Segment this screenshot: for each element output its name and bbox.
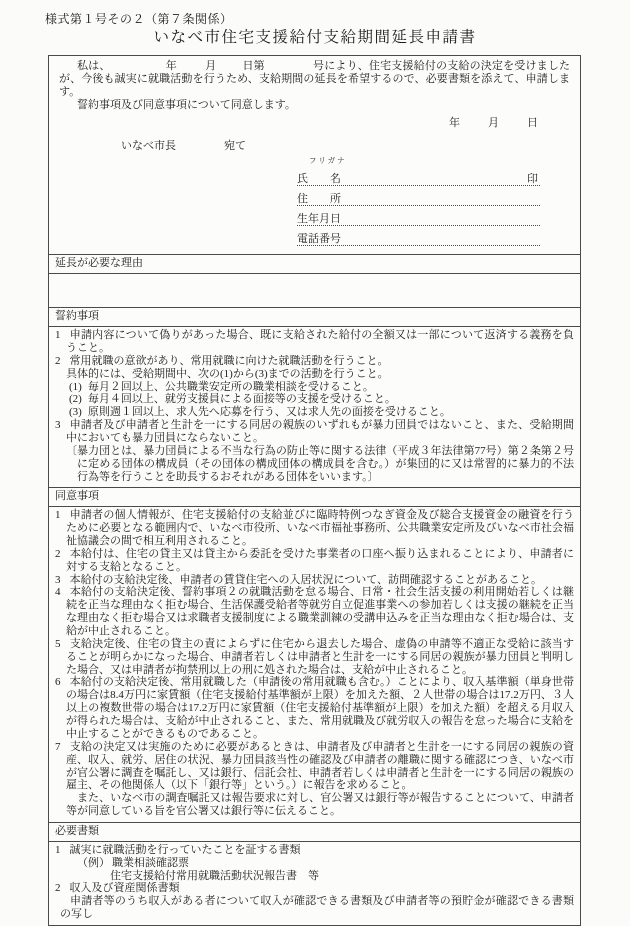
declaration-body: 号により、住宅支援給付の支給の決定を受けましたが、今後も誠実に就職活動を行うため、支給期間の延長を希望するので、必要書類を添えて、申請します。	[59, 60, 571, 98]
year-label: 年	[165, 60, 177, 72]
consent-item	[55, 586, 574, 637]
seal-label: 印	[527, 172, 538, 185]
item-number: 7	[55, 740, 61, 753]
item-number: 1	[55, 329, 61, 342]
subitem-number: (2)	[69, 393, 82, 406]
pledge-subitem	[55, 381, 574, 394]
phone-field-label: 電話番号	[297, 232, 341, 245]
reason-section-header: 延長が必要な理由	[49, 254, 580, 273]
form-sheet	[48, 55, 581, 926]
documents-section-header: 必要書類	[49, 822, 580, 841]
addressee-line	[59, 140, 570, 153]
subitem-number: (1)	[69, 380, 82, 393]
date-month-label: 月	[488, 117, 499, 130]
pledge-item	[55, 419, 574, 445]
item-text: 申請内容について偽りがあった場合、既に支給された給付の全額又は一部について返済する義務を負うこと。	[66, 329, 574, 354]
consent-section-header: 同意事項	[49, 487, 580, 506]
document-item	[55, 882, 574, 895]
item-text: 支給決定後、住宅の貸主の責によらずに住宅から退去した場合、虚偽の申請等不適正な受給に該当することが明らかになった場合、申請者若しくは申請者と生計を一にする同居の親族が暴力団員と判明した場合、又は申請者が拘禁刑以上の刑に処された場合は、支給が中止されること。	[66, 637, 574, 676]
pledge-item	[55, 355, 574, 368]
item-number: 3	[55, 573, 61, 586]
item-text: 申請者及び申請者と生計を一にする同居の親族のいずれもが暴力団員ではないこと、また、受給期間中においても暴力団員にならないこと。	[66, 419, 574, 445]
birthdate-field-label: 生年月日	[297, 212, 341, 225]
furigana-label: フリガナ	[309, 156, 347, 166]
month-label: 月	[204, 60, 217, 72]
month-blank-field[interactable]	[177, 68, 205, 69]
day-label: 日第	[242, 60, 265, 72]
declaration-paragraph	[59, 60, 570, 99]
form-number-label: 様式第１号その２（第７条関係）	[45, 12, 233, 26]
item-number: 4	[55, 586, 61, 599]
item-text: 申請者の個人情報が、住宅支援給付の支給並びに臨時特例つなぎ資金及び総合支援資金の融資を行うために必要となる範囲内で、いなべ市役所、いなべ市福祉事務所、公共職業安定所及びいなべ市社会福祉協議会の間で相互利用されること。	[66, 509, 574, 548]
consent-items	[49, 506, 580, 822]
subitem-number: (3)	[69, 406, 82, 419]
pledge-subitem	[55, 406, 574, 419]
documents-items	[49, 841, 580, 925]
item-text: 常用就職の意欲があり、常用就職に向けた就職活動を行うこと。	[69, 354, 389, 367]
birthdate-field-row	[297, 207, 540, 227]
pledge-section-header: 誓約事項	[49, 307, 580, 326]
consent-item	[55, 676, 574, 740]
consent-item	[55, 574, 574, 587]
application-date-line	[59, 117, 570, 130]
date-month-blank[interactable]	[499, 125, 527, 126]
document-item	[55, 844, 574, 857]
example-text: 職業相談確認票	[112, 856, 189, 869]
pledge-item-note: 〔暴力団とは、暴力団員による不当な行為の防止等に関する法律（平成３年法律第77号）第２条第２号に定める団体の構成員（その団体の構成団体の構成員を含む。）が集団的に又は常習的に暴力的不法行為等を行うことを助長するおそれがある団体をいいます。〕	[66, 444, 574, 483]
item-text: 本給付の支給決定後、申請者の賃貸住宅への入居状況について、訪問確認することがあること。	[69, 573, 543, 586]
consent-item	[55, 638, 574, 677]
pledge-item-subtext: 具体的には、受給期間中、次の(1)から(3)までの活動を行うこと。	[66, 367, 389, 380]
date-year-blank[interactable]	[460, 125, 488, 126]
pledge-items	[49, 326, 580, 487]
consent-item	[55, 741, 574, 792]
item-text: 本給付の支給決定後、誓約事項２の就職活動を怠る場合、日常・社会生活支援の利用開始若しくは継続を正当な理由なく拒む場合、生活保護受給者等就労自立促進事業への参加若しくは支援の継続を正当な理由なく拒む場合又は求職者支援制度による職業訓練の受講申込みを正当な理由なく拒む場合は、支給が中止されること。	[66, 586, 574, 638]
agreement-sentence: 誓約事項及び同意事項について同意します。	[77, 98, 296, 111]
declaration-opening: 私は、	[77, 60, 111, 72]
example-label: （例）	[77, 856, 110, 869]
date-day-label: 日	[527, 117, 538, 130]
consent-item	[55, 509, 574, 548]
addressee-name: いなべ市長	[121, 140, 176, 153]
subitem-text: 原則週１回以上、求人先へ応募を行う、又は求人先の面接を受けること。	[87, 406, 451, 419]
item-text: 本給付の支給決定後、常用就職した（申請後の常用就職も含む。）ことにより、収入基準額（単身世帯の場合は8.4万円に家賃額（住宅支援給付基準額が上限）を加えた額、２人世帯の場合は17.2万円、３人以上の複数世帯の場合は17.2万円に家賃額（住宅支援給付基準額が上限）を加えた額）を超える月収入が得られた場合は、支給が中止されること、また、常用就職及び就労収入の報告を怠った場合に支給を中止することができるものであること。	[66, 676, 574, 740]
document-example-line	[55, 857, 574, 870]
address-field-row	[297, 187, 540, 207]
item-text: 誠実に就職活動を行っていたことを証する書類	[69, 843, 301, 856]
item-number: 3	[55, 419, 61, 432]
declaration-section	[49, 56, 580, 254]
item-number: 1	[55, 843, 61, 856]
item-number: 1	[55, 509, 61, 522]
decision-number-blank-field[interactable]	[265, 68, 313, 69]
day-blank-field[interactable]	[216, 68, 242, 69]
name-field-row	[297, 167, 540, 187]
item-number: 6	[55, 676, 61, 689]
document-item-detail: 申請者等のうち収入がある者について収入が確認できる書類及び申請者等の預貯金が確認できる書類の写し	[60, 895, 574, 921]
date-year-label: 年	[449, 117, 460, 130]
item-number: 5	[55, 637, 61, 650]
pledge-item	[55, 329, 574, 355]
item-number: 2	[55, 354, 61, 367]
pledge-subitem	[55, 393, 574, 406]
name-field-label: 氏 名	[297, 172, 341, 185]
addressee-suffix: 宛て	[224, 140, 246, 153]
page-title: いなべ市住宅支援給付支給期間延長申請書	[153, 29, 477, 46]
address-field-label: 住 所	[297, 192, 341, 205]
year-blank-field[interactable]	[111, 68, 166, 69]
item-number: 2	[55, 882, 61, 895]
consent-item-extra: また、いなべ市の調査嘱託又は報告要求に対し、官公署又は銀行等が報告することについて、申請者等が同意している旨を官公署又は銀行等に伝えること。	[66, 792, 574, 818]
document-example-line: 住宅支援給付常用就職活動状況報告書 等	[110, 869, 319, 882]
subitem-text: 毎月４回以上、就労支援員による面接等の支援を受けること。	[87, 393, 396, 406]
item-number: 2	[55, 547, 61, 560]
applicant-block	[297, 157, 540, 246]
consent-item	[55, 548, 574, 574]
item-text: 収入及び資産関係書類	[69, 882, 180, 895]
item-text: 支給の決定又は実施のために必要があるときは、申請者及び申請者と生計を一にする同居の親族の資産、収入、就労、居住の状況、暴力団員該当性の確認及び申請者の離職に関する確認につき、いなべ市が官公署に調査を嘱託し、又は銀行、信託会社、申請者若しくは申請者と生計を一にする同居の親族の雇主、その他関係人（以下「銀行等」という。）に報告を求めること。	[66, 740, 574, 792]
reason-input-area[interactable]	[49, 273, 580, 307]
subitem-text: 毎月２回以上、公共職業安定所の職業相談を受けること。	[87, 380, 374, 393]
phone-field-row	[297, 227, 540, 247]
item-text: 本給付は、住宅の貸主又は貸主から委託を受けた事業者の口座へ振り込まれることにより、申請者に対する支給となること。	[66, 547, 574, 573]
